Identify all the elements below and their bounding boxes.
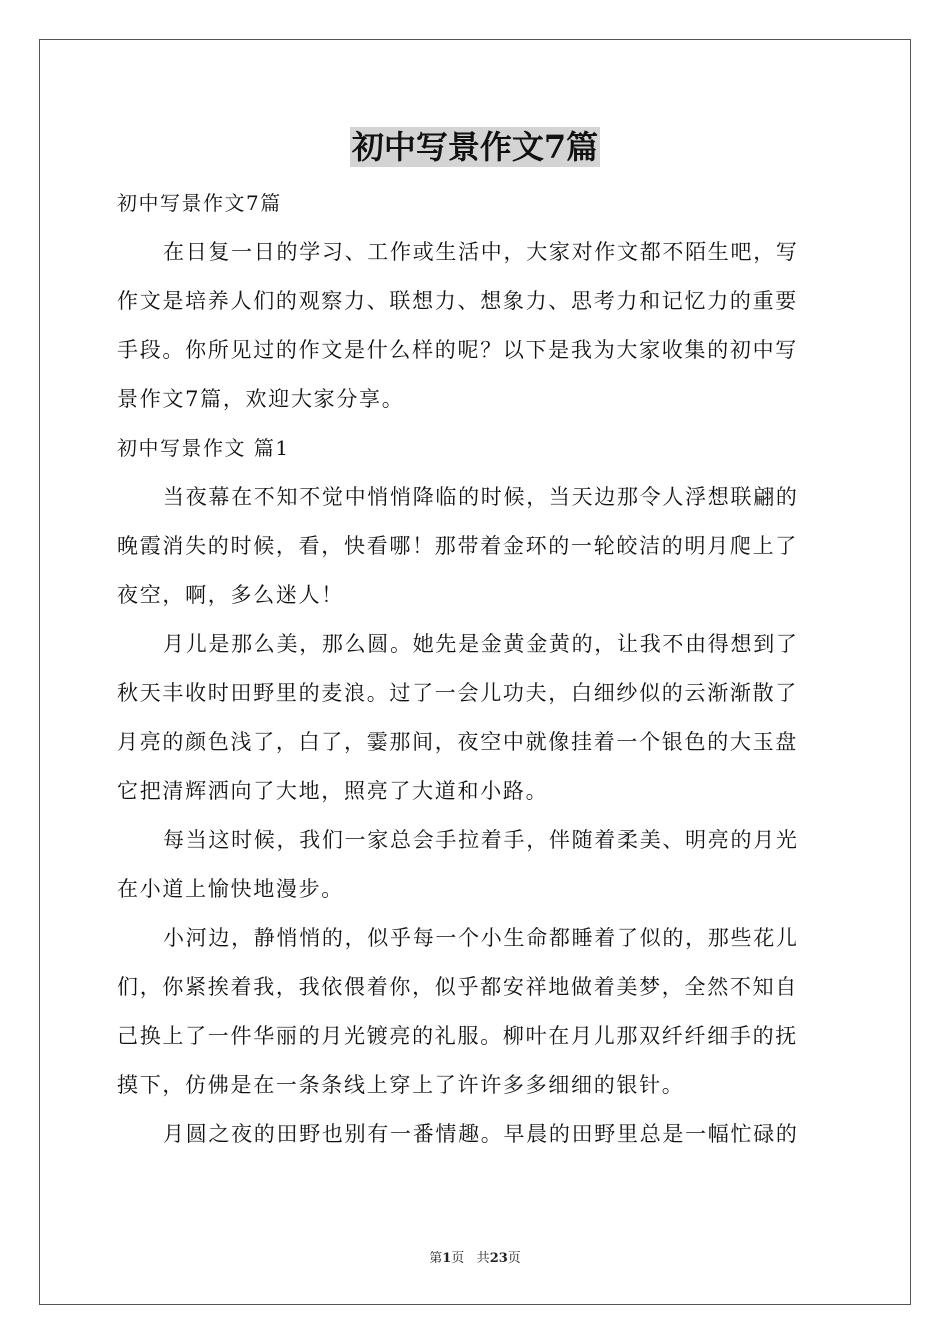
footer-total-prefix: 共 — [476, 1251, 490, 1266]
text-line: 在日复一日的学习、工作或生活中，大家对作文都不陌生吧，写 — [163, 240, 799, 264]
title-wrap — [0, 127, 950, 167]
footer-page-prefix: 第 — [429, 1251, 443, 1266]
text-line: 每当这时候，我们一家总会手拉着手，伴随着柔美、明亮的月光 — [163, 828, 799, 852]
text-line: 手段。你所见过的作文是什么样的呢？以下是我为大家收集的初中写 — [117, 338, 798, 362]
section-heading — [117, 424, 833, 473]
text-line: 晚霞消失的时候，看，快看哪！那带着金环的一轮皎洁的明月爬上了 — [117, 534, 798, 558]
page-footer — [0, 1247, 950, 1266]
text-line: 初中写景作文7篇 — [117, 191, 282, 215]
text-line: 己换上了一件华丽的月光镀亮的礼服。柳叶在月儿那双纤纤细手的抚 — [117, 1024, 798, 1048]
text-line: 秋天丰收时田野里的麦浪。过了一会儿功夫，白细纱似的云渐渐散了 — [117, 681, 798, 705]
text-line: 们，你紧挨着我，我依偎着你，似乎都安祥地做着美梦，全然不知自 — [117, 975, 798, 999]
document-title: 初中写景作文7篇 — [351, 128, 599, 166]
paragraph — [117, 816, 833, 914]
paragraph — [117, 1110, 833, 1159]
footer-page-suffix: 页 — [451, 1251, 465, 1266]
text-line: 摸下，仿佛是在一条条线上穿上了许许多多细细的银针。 — [117, 1073, 685, 1097]
text-line: 月圆之夜的田野也别有一番情趣。早晨的田野里总是一幅忙碌的 — [163, 1122, 799, 1146]
text-line: 它把清辉洒向了大地，照亮了大道和小路。 — [117, 779, 549, 803]
text-line: 夜空，啊，多么迷人！ — [117, 583, 344, 607]
text-line: 初中写景作文 篇1 — [117, 436, 290, 460]
text-line: 小河边，静悄悄的，似乎每一个小生命都睡着了似的，那些花儿 — [163, 926, 799, 950]
text-line: 月亮的颜色浅了，白了，霎那间，夜空中就像挂着一个银色的大玉盘 — [117, 730, 798, 754]
text-line: 当夜幕在不知不觉中悄悄降临的时候，当天边那令人浮想联翩的 — [163, 485, 799, 509]
text-line: 在小道上愉快地漫步。 — [117, 877, 344, 901]
paragraph — [117, 228, 833, 424]
section-heading — [117, 179, 833, 228]
footer-total-suffix: 页 — [507, 1251, 521, 1266]
document-body — [117, 179, 833, 1159]
paragraph — [117, 620, 833, 816]
paragraph — [117, 473, 833, 620]
text-line: 月儿是那么美，那么圆。她先是金黄金黄的，让我不由得想到了 — [163, 632, 799, 656]
paragraph — [117, 914, 833, 1110]
text-line: 景作文7篇，欢迎大家分享。 — [117, 387, 405, 411]
footer-page-number: 1 — [442, 1251, 452, 1266]
footer-total-pages: 23 — [489, 1251, 508, 1266]
text-line: 作文是培养人们的观察力、联想力、想象力、思考力和记忆力的重要 — [117, 289, 798, 313]
